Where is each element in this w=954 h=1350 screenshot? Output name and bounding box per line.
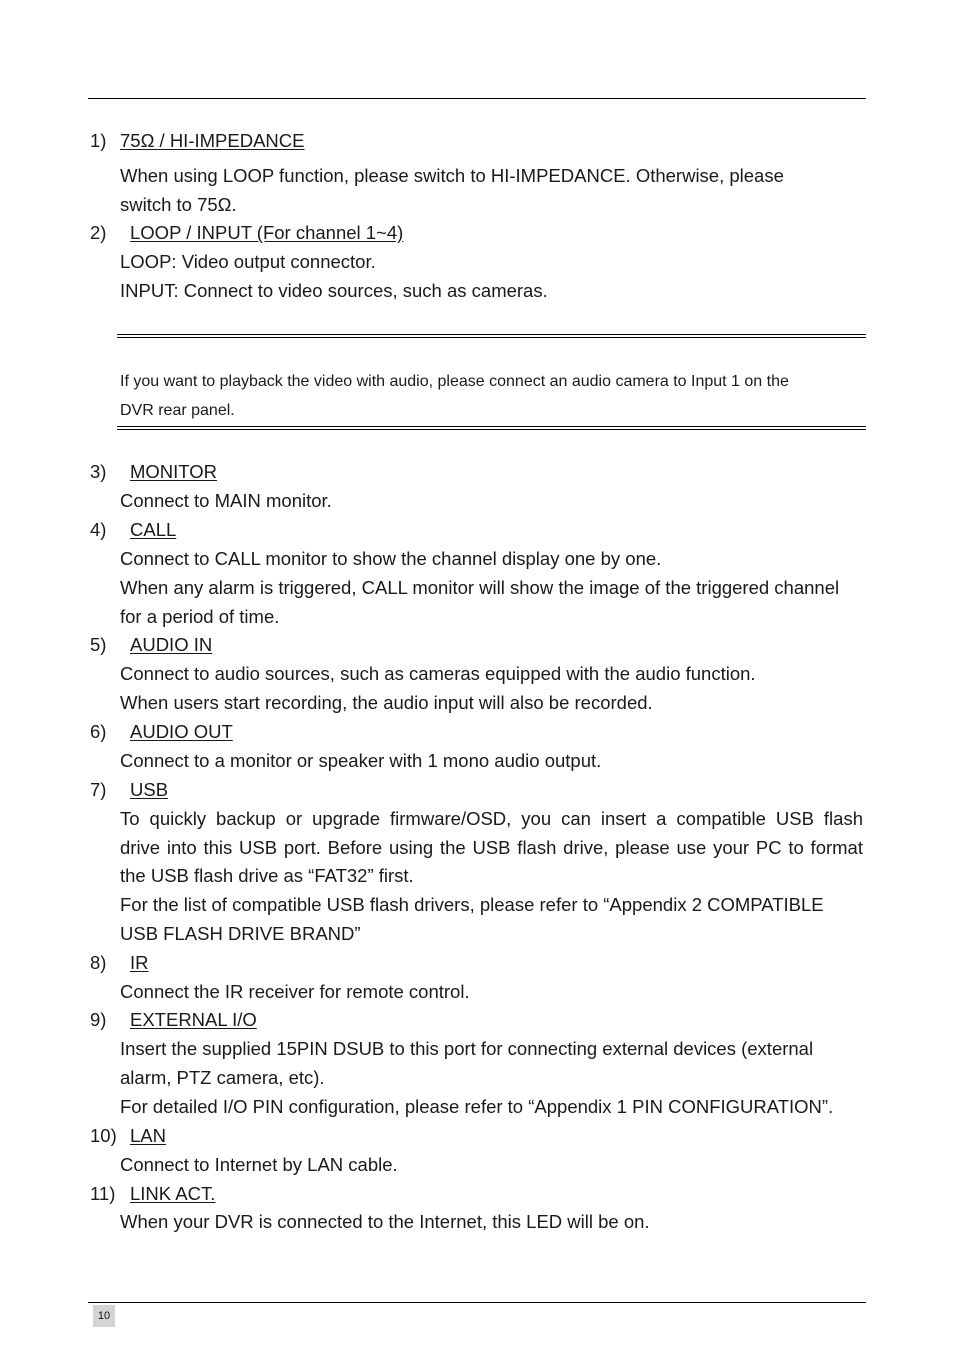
item-number: 11) bbox=[90, 1183, 116, 1204]
item-heading-usb: USB bbox=[130, 779, 169, 800]
item-number: 5) bbox=[90, 634, 107, 655]
item-text: INPUT: Connect to video sources, such as cameras. bbox=[120, 280, 548, 301]
note-text: DVR rear panel. bbox=[120, 402, 235, 419]
item-text: drive into this USB port. Before using the USB flash drive, please use your PC to format bbox=[120, 837, 863, 858]
item-number: 1) bbox=[90, 130, 107, 151]
item-heading-external-io: EXTERNAL I/O bbox=[130, 1009, 257, 1030]
item-number: 8) bbox=[90, 952, 107, 973]
item-text: Insert the supplied 15PIN DSUB to this port for connecting external devices (external bbox=[120, 1038, 814, 1059]
item-heading-call: CALL bbox=[130, 519, 177, 540]
item-text: When your DVR is connected to the Internet, this LED will be on. bbox=[120, 1211, 650, 1232]
item-text: LOOP: Video output connector. bbox=[120, 251, 376, 272]
note-rule-bottom bbox=[117, 426, 866, 430]
footer-rule bbox=[88, 1302, 866, 1303]
item-heading-loop-input: LOOP / INPUT (For channel 1~4) bbox=[130, 222, 404, 243]
item-heading-audio-out: AUDIO OUT bbox=[130, 721, 233, 742]
item-text: the USB flash drive as “FAT32” first. bbox=[120, 865, 414, 886]
item-text: USB FLASH DRIVE BRAND” bbox=[120, 923, 361, 944]
item-number: 6) bbox=[90, 721, 107, 742]
item-heading-ir: IR bbox=[130, 952, 149, 973]
item-text: When using LOOP function, please switch to HI-IMPEDANCE. Otherwise, please bbox=[120, 165, 784, 186]
item-heading-monitor: MONITOR bbox=[130, 461, 218, 482]
note-rule-top bbox=[117, 334, 866, 338]
item-text: Connect to Internet by LAN cable. bbox=[120, 1154, 398, 1175]
item-text: When users start recording, the audio input will also be recorded. bbox=[120, 692, 653, 713]
item-text: Connect to audio sources, such as cameras equipped with the audio function. bbox=[120, 663, 756, 684]
item-heading-impedance: 75Ω / HI-IMPEDANCE bbox=[120, 130, 305, 151]
item-text: Connect to CALL monitor to show the channel display one by one. bbox=[120, 548, 662, 569]
item-text: for a period of time. bbox=[120, 606, 280, 627]
item-text: Connect to a monitor or speaker with 1 mono audio output. bbox=[120, 750, 602, 771]
item-number: 9) bbox=[90, 1009, 107, 1030]
item-heading-audio-in: AUDIO IN bbox=[130, 634, 213, 655]
item-text: For detailed I/O PIN configuration, please refer to “Appendix 1 PIN CONFIGURATION”. bbox=[120, 1096, 834, 1117]
item-heading-lan: LAN bbox=[130, 1125, 166, 1146]
note-text: If you want to playback the video with audio, please connect an audio camera to Input 1 on the bbox=[120, 373, 789, 390]
item-heading-link-act: LINK ACT. bbox=[130, 1183, 216, 1204]
item-number: 4) bbox=[90, 519, 107, 540]
item-number: 2) bbox=[90, 222, 107, 243]
item-number: 10) bbox=[90, 1125, 117, 1146]
item-text: alarm, PTZ camera, etc). bbox=[120, 1067, 325, 1088]
header-rule bbox=[88, 98, 866, 99]
item-text: To quickly backup or upgrade firmware/OSD, you can insert a compatible USB flash bbox=[120, 808, 863, 829]
item-number: 7) bbox=[90, 779, 107, 800]
item-text: Connect the IR receiver for remote control. bbox=[120, 981, 470, 1002]
item-text: Connect to MAIN monitor. bbox=[120, 490, 332, 511]
item-text: For the list of compatible USB flash drivers, please refer to “Appendix 2 COMPATIBLE bbox=[120, 894, 824, 915]
page-number: 10 bbox=[93, 1305, 115, 1327]
item-number: 3) bbox=[90, 461, 107, 482]
item-text: switch to 75Ω. bbox=[120, 194, 237, 215]
item-text: When any alarm is triggered, CALL monitor will show the image of the triggered channel bbox=[120, 577, 840, 598]
